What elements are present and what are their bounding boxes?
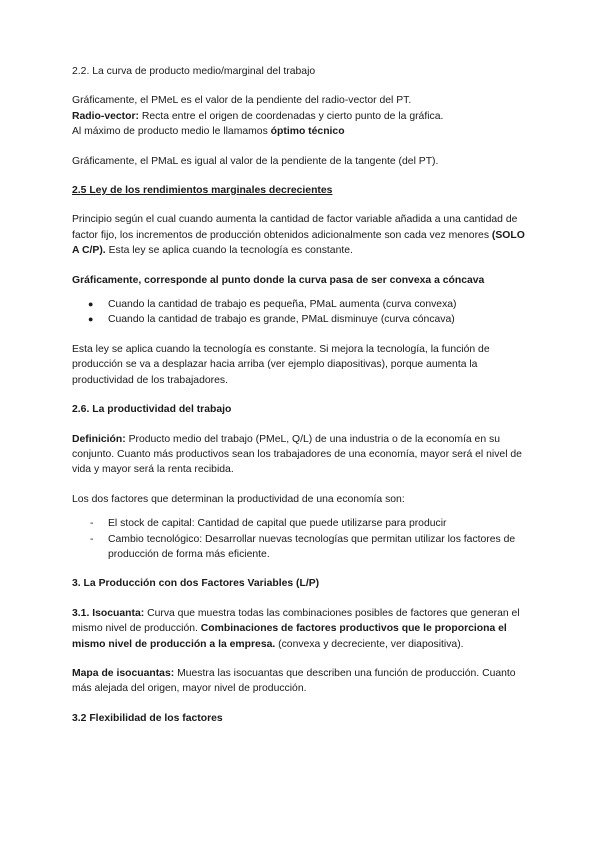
optimo-tecnico-term: óptimo técnico: [270, 126, 345, 138]
mapa-isocuantas-text: Muestra las isocuantas que describen una función de producción. Cuanto más alejada del origen, mayor nivel de producción.: [72, 667, 516, 695]
radio-vector-line: [72, 109, 528, 124]
document-page: [72, 64, 528, 726]
section-3-2-title: 3.2 Flexibilidad de los factores: [72, 712, 223, 724]
graficamente-bold-line: Gráficamente, corresponde al punto donde la curva pasa de ser convexa a cóncava: [72, 274, 485, 286]
dash-item: - El stock de capital: Cantidad de capital que puede utilizarse para producir: [72, 516, 528, 531]
isocuanta-tail: (convexa y decreciente, ver diapositiva).: [275, 638, 464, 650]
bullet-item: ● Cuando la cantidad de trabajo es grande, PMaL disminuye (curva cóncava): [72, 312, 528, 327]
mapa-isocuantas-paragraph: [72, 666, 528, 697]
pmel-line: Gráficamente, el PMeL es el valor de la pendiente del radio-vector del PT.: [72, 95, 412, 107]
tecnologia-paragraph: Esta ley se aplica cuando la tecnología es constante. Si mejora la tecnología, la función de producción se va a desplazar hacia arriba (ver ejemplo diapositivas), porque aumenta la productividad de los trabajadores.: [72, 343, 490, 386]
definicion-term: Definición:: [72, 433, 126, 445]
definicion-paragraph: [72, 432, 528, 478]
pmal-line: Gráficamente, el PMaL es igual al valor de la pendiente de la tangente (del PT).: [72, 155, 439, 167]
section-3-title: 3. La Producción con dos Factores Variables (L/P): [72, 578, 320, 590]
section-2-6-title: 2.6. La productividad del trabajo: [72, 404, 232, 416]
solo-cp-note: (SOLO A C/P).: [72, 229, 525, 257]
bullet-list: [72, 297, 528, 328]
section-2-2-title: 2.2. La curva de producto medio/marginal del trabajo: [72, 66, 316, 77]
mapa-isocuantas-term: Mapa de isocuantas:: [72, 667, 175, 679]
definicion-text: Producto medio del trabajo (PMeL, Q/L) de una industria o de la economía en su conjunto. Cuanto más productivos sean los trabajadores de una economía, mayor será el nivel de vida y mayor será la renta recibida.: [72, 433, 522, 476]
isocuanta-paragraph: [72, 606, 528, 652]
principio-tail: Esta ley se aplica cuando la tecnología es constante.: [105, 245, 353, 257]
isocuanta-text: Curva que muestra todas las combinaciones posibles de factores que generan el mismo nivel de producción.: [72, 607, 520, 635]
principio-text: Principio según el cual cuando aumenta la cantidad de factor variable añadida a una cantidad de factor fijo, los incrementos de producción obtenidos adicionalmente son cada vez menores: [72, 214, 518, 241]
optimo-tecnico-line: [72, 124, 528, 139]
dash-item: - Cambio tecnológico: Desarrollar nuevas tecnologías que permitan utilizar los factores de producción de forma más eficiente.: [72, 532, 528, 563]
isocuanta-bold-def: Combinaciones de factores productivos que le proporciona el mismo nivel de producción a la empresa.: [72, 623, 507, 650]
isocuanta-term: 3.1. Isocuanta:: [72, 607, 145, 619]
section-2-5-title: 2.5 Ley de los rendimientos marginales decrecientes: [72, 185, 333, 197]
radio-vector-def: Recta entre el origen de coordenadas y cierto punto de la gráfica.: [138, 110, 444, 122]
optimo-tecnico-pre: Al máximo de producto medio le llamamos: [72, 126, 271, 138]
principio-paragraph: [72, 212, 528, 258]
factores-intro: Los dos factores que determinan la productividad de una economía son:: [72, 493, 405, 505]
radio-vector-term: Radio-vector:: [72, 110, 139, 122]
bullet-item: ● Cuando la cantidad de trabajo es pequeña, PMaL aumenta (curva convexa): [72, 297, 528, 312]
dash-list: [72, 516, 528, 562]
